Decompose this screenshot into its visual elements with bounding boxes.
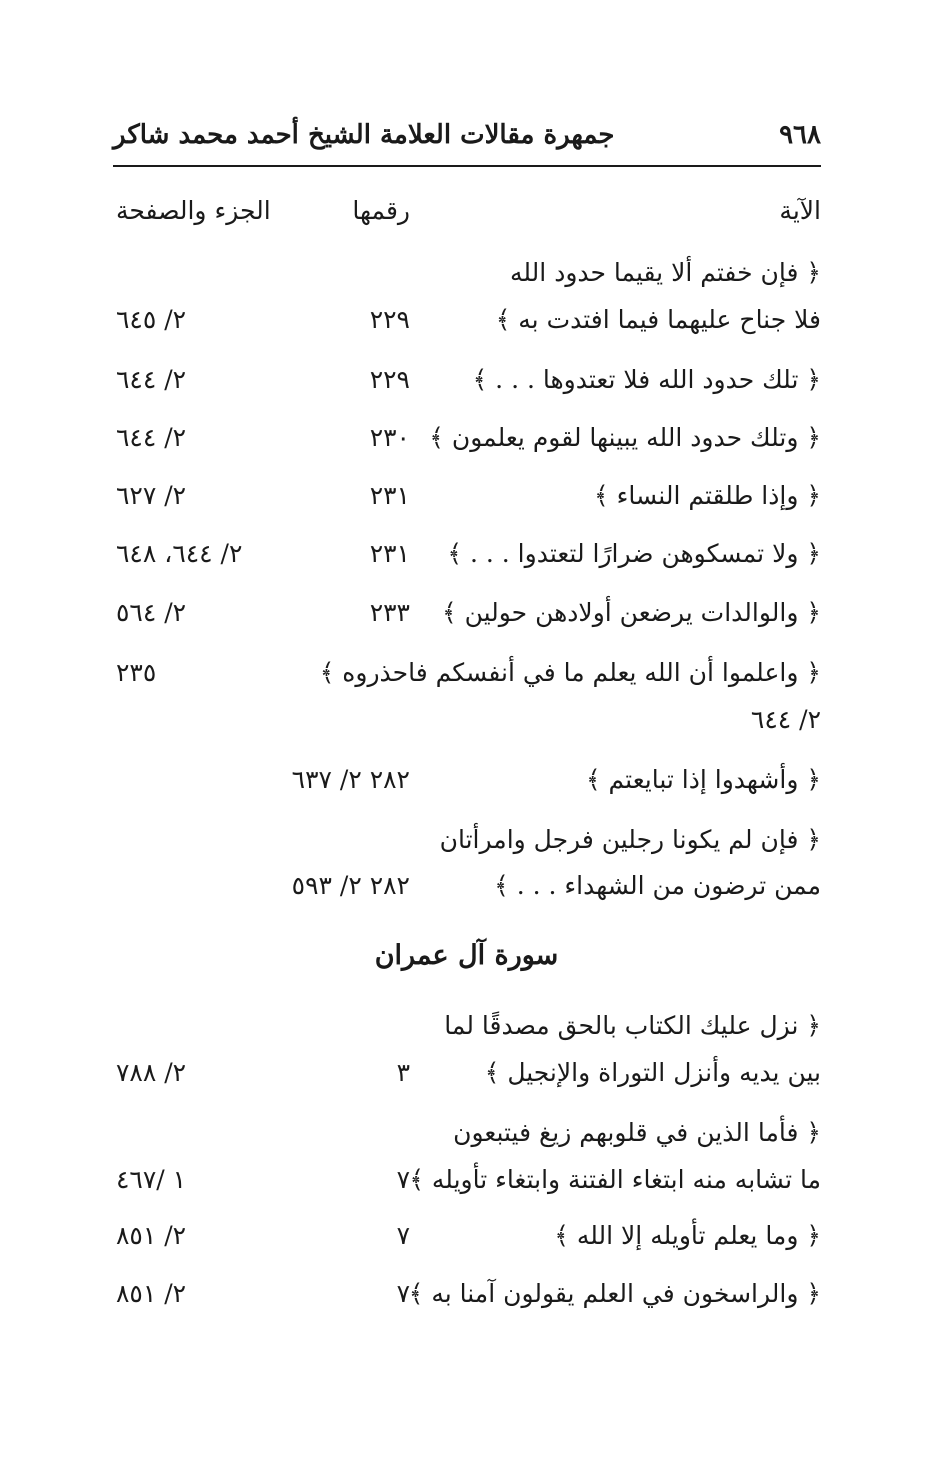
page-ref: ٢/ ٨٥١ [116, 1221, 187, 1250]
column-header-verse: الآية [779, 196, 821, 225]
verse-line: ﴿ وما يعلم تأويله إلا الله ﴾ [554, 1221, 821, 1250]
verse-line: ﴿ وتلك حدود الله يبينها لقوم يعلمون ﴾ [429, 423, 821, 452]
page-ref: ٢/ ٦٢٧ [116, 481, 187, 510]
page-ref: ٢/ ٧٨٨ [116, 1058, 187, 1087]
verse-number: ٢٣٣ [369, 598, 410, 627]
verse-line: ﴿ تلك حدود الله فلا تعتدوها . . . ﴾ [472, 365, 821, 394]
page-ref: ٢/ ٥٦٤ [116, 598, 187, 627]
column-header-page: الجزء والصفحة [116, 196, 271, 225]
verse-number: ٧ [396, 1221, 410, 1250]
verse-number: ٢٢٩ [369, 365, 410, 394]
verse-line: ﴿ وأشهدوا إذا تبايعتم ﴾ [585, 765, 821, 794]
verse-number: ٧ [396, 1165, 410, 1194]
verse-line: بين يديه وأنزل التوراة والإنجيل ﴾ [484, 1058, 821, 1087]
page-ref: ٢/ ٦٤٤ [116, 423, 187, 452]
verse-number: ٢٢٩ [369, 305, 410, 334]
verse-line: ﴿ فأما الذين في قلوبهم زيغ فيتبعون [453, 1118, 821, 1147]
verse-line: ﴿ فإن خفتم ألا يقيما حدود الله [510, 258, 821, 287]
verse-number: ٧ [396, 1279, 410, 1308]
verse-number: ٢٣٠ [369, 423, 410, 452]
verse-number: ٢٣٥ [116, 658, 157, 687]
running-title: جمهرة مقالات العلامة الشيخ أحمد محمد شاكر [113, 120, 615, 150]
verse-number: ٢٣١ [369, 539, 410, 568]
number-and-page: ٢٨٢ ٢/ ٥٩٣ [291, 871, 410, 900]
verse-line: ﴿ ولا تمسكوهن ضرارًا لتعتدوا . . . ﴾ [447, 539, 821, 568]
verse-line: ما تشابه منه ابتغاء الفتنة وابتغاء تأويله ﴾ [409, 1165, 821, 1194]
page-ref: ٢/ ٦٤٤، ٦٤٨ [116, 539, 243, 568]
verse-line: ممن ترضون من الشهداء . . . ﴾ [494, 871, 821, 900]
page-ref: ٢/ ٨٥١ [116, 1279, 187, 1308]
page-ref: ٢/ ٦٤٤ [750, 705, 821, 734]
section-heading: سورة آل عمران [374, 940, 559, 971]
page-ref: ٢/ ٦٤٤ [116, 365, 187, 394]
verse-number: ٢٣١ [369, 481, 410, 510]
verse-line: فلا جناح عليهما فيما افتدت به ﴾ [495, 305, 821, 334]
verse-line: ﴿ وإذا طلقتم النساء ﴾ [594, 481, 821, 510]
header-rule [113, 165, 821, 167]
verse-line: ﴿ والوالدات يرضعن أولادهن حولين ﴾ [441, 598, 821, 627]
number-and-page: ٢٨٢ ٢/ ٦٣٧ [291, 765, 410, 794]
verse-line: ﴿ نزل عليك الكتاب بالحق مصدقًا لما [444, 1011, 821, 1040]
column-header-number: رقمها [352, 196, 410, 225]
page-ref: ١ /٤٦٧ [116, 1165, 187, 1194]
verse-line: ﴿ والراسخون في العلم يقولون آمنا به ﴾ [408, 1279, 821, 1308]
page-ref: ٢/ ٦٤٥ [116, 305, 187, 334]
verse-line: ﴿ واعلموا أن الله يعلم ما في أنفسكم فاحذروه ﴾ [319, 658, 821, 687]
verse-line: ﴿ فإن لم يكونا رجلين فرجل وامرأتان [439, 825, 821, 854]
page-number: ٩٦٨ [779, 120, 821, 150]
verse-number: ٣ [396, 1058, 410, 1087]
